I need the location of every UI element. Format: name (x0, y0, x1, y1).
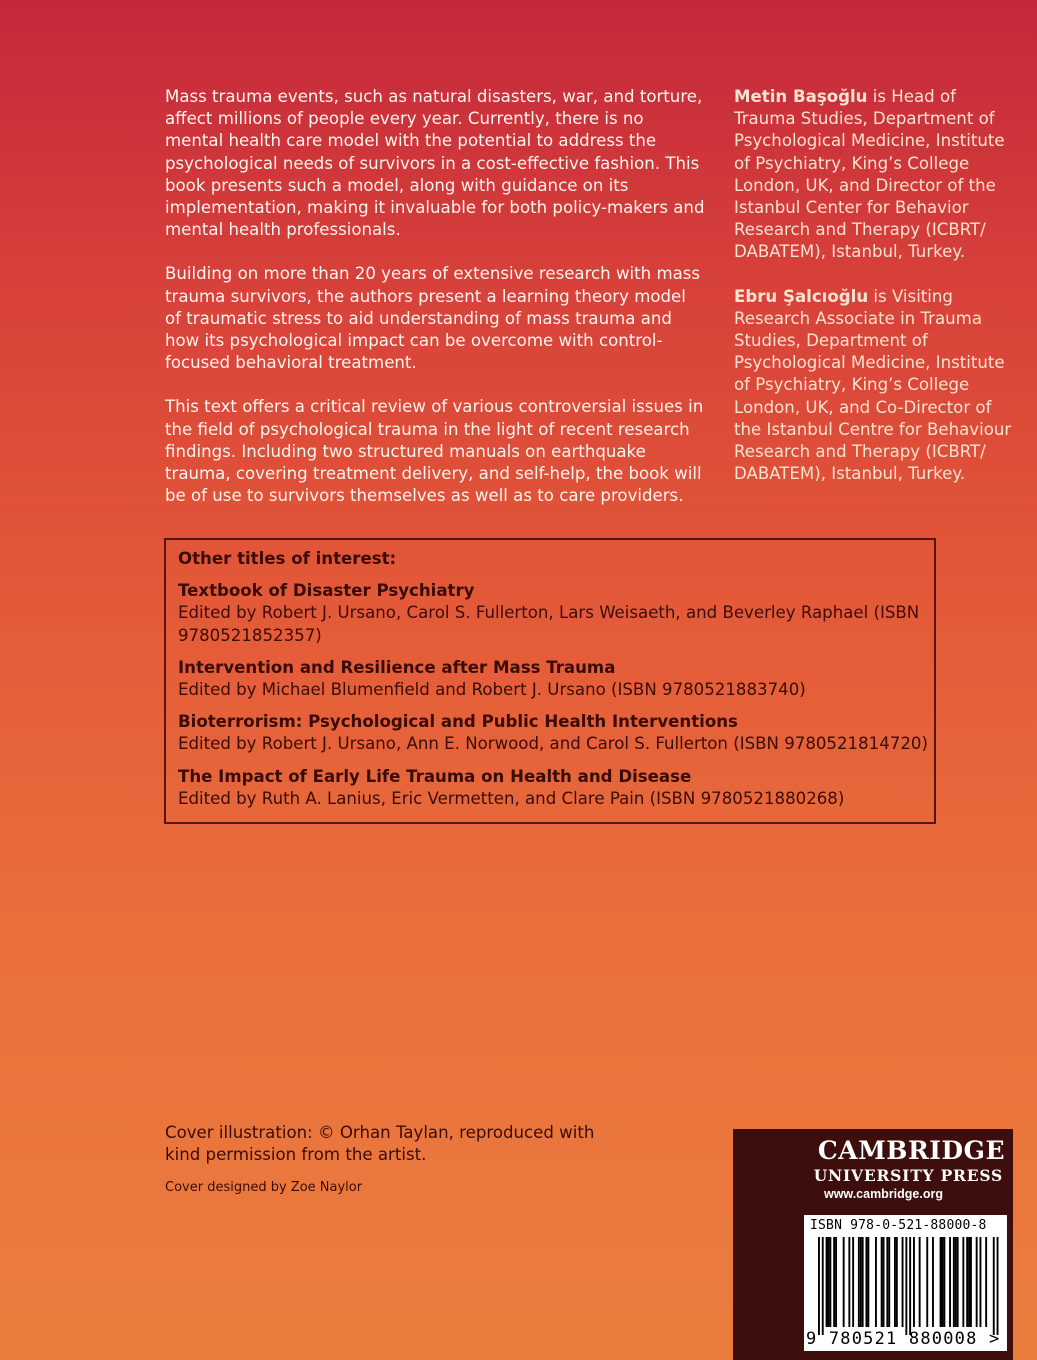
barcode-bar (902, 1237, 904, 1327)
barcode-bar (976, 1237, 978, 1327)
barcode-bar (970, 1237, 972, 1327)
barcode-bar (957, 1237, 959, 1327)
barcode-bar (886, 1237, 888, 1327)
barcode-bar (875, 1237, 877, 1327)
other-titles-box (164, 538, 936, 824)
barcode-bar (962, 1237, 964, 1327)
barcode-bar (966, 1237, 968, 1327)
barcode-bar (968, 1237, 970, 1327)
barcode-bar (955, 1237, 957, 1327)
barcode-bar (818, 1237, 820, 1335)
barcode-bar (835, 1237, 837, 1327)
barcode-bar (883, 1237, 885, 1327)
description-paragraph: Mass trauma events, such as natural disasters, war, and torture, affect millions of people every year. Currently, there is no mental health care model with the potential to address the psychological needs of survivors in a cost-effective fashion. This book presents such a model, along with guidance on its implementation, making it invaluable for both policy-makers and mental health professionals. (165, 87, 705, 240)
barcode-bar (932, 1237, 934, 1327)
barcode-bar (949, 1237, 951, 1327)
barcode-bar (862, 1237, 864, 1327)
designer-credit: Cover designed by Zoe Naylor (165, 1180, 363, 1195)
title-name: Textbook of Disaster Psychiatry (178, 581, 475, 601)
barcode-bar (953, 1237, 955, 1327)
title-name: Bioterrorism: Psychological and Public Health Interventions (178, 712, 738, 732)
barcode-bar (881, 1237, 883, 1327)
barcode-bar (896, 1237, 898, 1327)
author-bio (734, 286, 1019, 486)
title-detail: Edited by Ruth A. Lanius, Eric Vermetten, and Clare Pain (ISBN 9780521880268) (178, 788, 845, 808)
barcode-bar (829, 1237, 831, 1327)
barcode-bar (993, 1237, 995, 1335)
barcode-bar (852, 1237, 854, 1327)
author-bio-text: is Head of Trauma Studies, Department of Psychological Medicine, Institute of Psychiatry, King’s College London, UK, and Director of the Istanbul Center for Behavior Research and Therapy (ICBRT/ DABATEM), Istanbul, Turkey. (734, 87, 1005, 262)
barcode-bar (980, 1237, 982, 1327)
barcode-bar (822, 1237, 824, 1335)
book-description (165, 86, 705, 529)
barcode-bar (997, 1237, 999, 1335)
barcode-bar (909, 1237, 911, 1335)
title-name: Intervention and Resilience after Mass Trauma (178, 657, 616, 677)
barcode-bar (919, 1237, 921, 1327)
author-bio-text: is Visiting Research Associate in Trauma Studies, Department of Psychological Medicine, Institute of Psychiatry, King’s College London, UK, and Co-Director of the Istanbul Centre for Behaviour Research and Therapy (ICBRT/ DABATEM), Istanbul, Turkey. (734, 286, 1012, 484)
isbn-label: ISBN 978-0-521-88000-8 (810, 1218, 987, 1233)
author-name: Ebru Şalcıoğlu (734, 286, 869, 306)
barcode-bar (905, 1237, 907, 1335)
barcode-digits: 9 780521 880008 > (806, 1329, 1001, 1349)
description-paragraph: This text offers a critical review of various controversial issues in the field of psychological trauma in the light of recent research findings. Including two structured manuals on earthquake trauma, covering treatment delivery, and self-help, the book will be of use to survivors themselves as well as to care providers. (165, 397, 704, 506)
barcode-bar (894, 1237, 896, 1327)
title-entry (178, 657, 934, 701)
illustration-credit: Cover illustration: © Orhan Taylan, reproduced with kind permission from the artist. (165, 1123, 595, 1165)
title-entry (178, 580, 934, 647)
author-name: Metin Başoğlu (734, 87, 868, 106)
publisher-panel (733, 1129, 1013, 1360)
barcode-bar (858, 1237, 860, 1327)
other-titles-heading: Other titles of interest: (178, 549, 397, 568)
barcode-bar (860, 1237, 862, 1327)
title-detail: Edited by Robert J. Ursano, Carol S. Fullerton, Lars Weisaeth, and Beverley Raphael (ISBN 9780521852357) (178, 603, 920, 645)
barcode-bar (848, 1237, 850, 1327)
publisher-logo-name: CAMBRIDGE (817, 1136, 1005, 1165)
barcode-bar (866, 1237, 868, 1327)
barcode-bar (826, 1237, 828, 1327)
barcode (804, 1215, 1007, 1351)
description-paragraph: Building on more than 20 years of extensive research with mass trauma survivors, the authors present a learning theory model of traumatic stress to aid understanding of mass trauma and how its psychological impact can be overcome with control-focused behavioral treatment. (165, 264, 701, 373)
barcode-bar (888, 1237, 890, 1327)
barcode-bar (843, 1237, 845, 1327)
barcode-bar (926, 1237, 928, 1327)
author-bios (734, 86, 1019, 507)
title-name: The Impact of Early Life Trauma on Health and Disease (178, 766, 692, 786)
title-detail: Edited by Michael Blumenfield and Robert J. Ursano (ISBN 9780521883740) (178, 680, 806, 700)
barcode-bar (828, 1237, 830, 1327)
author-bio (734, 86, 1019, 264)
publisher-logo-subtitle: UNIVERSITY PRESS (813, 1166, 1003, 1185)
barcode-bar (833, 1237, 835, 1327)
barcode-bar (867, 1237, 869, 1327)
barcode-bar (913, 1237, 915, 1327)
title-entry (178, 711, 934, 755)
title-entry (178, 766, 934, 810)
barcode-bar (943, 1237, 945, 1327)
barcode-bar (985, 1237, 987, 1327)
publisher-url: www.cambridge.org (823, 1187, 943, 1201)
barcode-bar (942, 1237, 944, 1327)
barcode-bar (940, 1237, 942, 1327)
title-detail: Edited by Robert J. Ursano, Ann E. Norwood, and Carol S. Fullerton (ISBN 9780521814720) (178, 734, 928, 754)
